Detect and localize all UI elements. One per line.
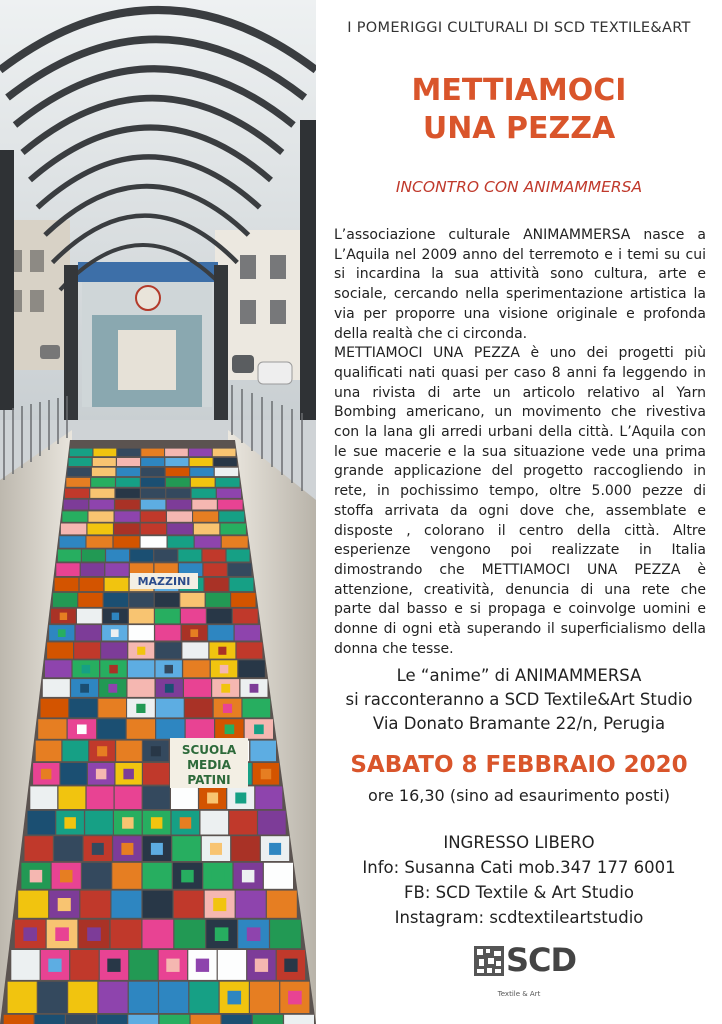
knitted-patch [228,563,251,576]
knitted-patch [191,478,215,487]
patch-motif [221,684,230,693]
knitted-patch [141,458,164,466]
patch-motif [151,843,163,855]
patch-motif [112,613,119,620]
knitted-patch [129,950,157,980]
knitted-patch [194,524,219,535]
patch-motif [96,769,107,780]
knitted-patch [143,891,173,918]
knitted-patch [43,679,70,697]
patch-motif [108,684,117,693]
knitted-patch [129,982,158,1013]
patch-motif [137,647,145,655]
knitted-patch [190,468,213,476]
patch-motif [121,843,133,855]
knitted-patch [18,891,48,918]
knitted-patch [155,625,180,640]
knitted-patch [219,511,244,521]
knitted-patch [216,478,240,487]
knitted-patch [178,550,201,562]
patch-motif [92,843,104,855]
patch-motif [97,746,107,756]
knitted-patch [69,699,97,718]
knitted-patch [77,609,102,624]
knitted-patch [243,699,271,718]
knitted-patch [54,836,82,861]
knitted-patch [114,524,139,535]
knitted-patch [38,982,67,1013]
logo-wordmark: SCD [506,941,577,979]
knitted-patch [128,660,154,677]
event-title-line2: UNA PEZZA [422,111,616,146]
knitted-patch [116,478,140,487]
knitted-patch [80,891,110,918]
knitted-patch [250,982,279,1013]
knitted-patch [60,536,86,548]
description-paragraph-1: L’associazione culturale ANIMAMMERSA nasce a L’Aquila nel 2009 anno del terremoto e i temi su cui si incardina la sua attività sono cultura, arte e sociale, cercando nella sperimentazione artistica la via per proporre una visione originale e profonda della realtà che ci circonda. [334,227,706,342]
patch-motif [82,665,91,674]
knitted-patch [166,489,190,498]
flyer-text-column [316,0,722,1024]
knitted-patch [115,786,142,809]
scd-logo [474,941,577,1004]
knitted-patch [203,550,226,562]
knitted-patch [87,786,114,809]
patch-motif [215,927,229,941]
stair-label-scuola: SCUOLA [181,743,237,757]
knitted-patch [215,468,238,476]
knitted-patch [141,511,166,521]
patch-motif [190,629,198,637]
knitted-patch [167,500,192,510]
knitted-patch [229,811,257,835]
knitted-patch [116,741,142,762]
knitted-patch [38,719,66,739]
event-title [316,72,722,148]
patch-motif [151,746,161,756]
knitted-patch [236,891,266,918]
patch-motif [55,927,69,941]
knitted-patch [156,719,184,739]
knitted-patch [82,863,111,889]
patch-motif [247,927,261,941]
knitted-patch [154,550,177,562]
knitted-patch [143,920,174,949]
free-entry: INGRESSO LIBERO [443,833,595,852]
knitted-patch [36,741,62,762]
patch-motif [165,665,174,674]
patch-motif [80,684,89,693]
patch-motif [196,959,209,972]
patch-motif [242,870,255,883]
patch-motif [288,991,302,1005]
knitted-patch [141,536,167,548]
knitted-patch [191,1015,221,1024]
knitted-patch [116,489,140,498]
patch-motif [107,959,120,972]
knitted-patch [78,593,102,607]
staircase-yarn-bombing-illustration [0,0,316,1024]
knitted-patch [192,500,217,510]
knitted-patch [94,449,117,457]
knitted-patch [127,719,155,739]
patch-motif [220,665,229,674]
patch-motif [166,959,179,972]
knitted-patch [270,920,301,949]
knitted-patch [101,642,127,658]
knitted-patch [174,891,204,918]
knitted-patch [189,982,218,1013]
venue-address: Via Donato Bramante 22/n, Perugia [372,714,666,733]
knitted-patch [114,536,140,548]
knitted-patch [231,836,259,861]
venue-line-1: Le “anime” di ANIMAMMERSA [396,666,642,685]
knitted-patch [267,891,297,918]
knitted-patch [62,511,87,521]
facebook-info: FB: SCD Textile & Art Studio [404,883,634,902]
event-time: ore 16,30 (sino ad esaurimento posti) [367,786,671,805]
logo-tagline: Textile & Art [497,990,541,998]
patch-motif [165,684,174,693]
knitted-patch [70,950,98,980]
knitted-patch [67,468,90,476]
event-title-line1: METTIAMOCI [411,73,627,108]
knitted-patch [160,1015,190,1024]
patch-motif [212,870,225,883]
knitted-patch [63,741,89,762]
knitted-patch [76,625,101,640]
knitted-patch [185,699,213,718]
knitted-patch [59,786,86,809]
knitted-patch [91,478,115,487]
knitted-patch [206,593,230,607]
knitted-patch [237,642,263,658]
patch-motif [210,843,222,855]
knitted-patch [186,719,214,739]
knitted-patch [141,468,164,476]
knitted-patch [88,524,113,535]
knitted-patch [66,1015,96,1024]
patch-motif [254,725,264,735]
patch-motif [183,927,197,941]
patch-motif [225,725,235,735]
knitted-patch [69,458,92,466]
knitted-patch [130,550,153,562]
info-block [316,830,722,930]
knitted-patch [258,811,286,835]
knitted-patch [117,468,140,476]
patch-motif [180,817,192,829]
knitted-patch [93,458,116,466]
patch-motif [181,870,194,883]
instagram-info: Instagram: scdtextileartstudio [394,908,644,927]
knitted-patch [141,524,166,535]
knitted-patch [205,578,229,591]
knitted-patch [167,511,192,521]
venue-block [316,664,722,736]
knitted-patch [55,578,79,591]
knitted-patch [204,563,227,576]
event-date: SABATO 8 FEBBRAIO 2020 [350,752,688,778]
knitted-patch [217,489,241,498]
knitted-patch [222,536,248,548]
knitted-patch [106,550,129,562]
knitted-patch [11,950,39,980]
knitted-patch [171,786,198,809]
knitted-patch [166,468,189,476]
knitted-patch [41,699,69,718]
knitted-patch [111,920,142,949]
knitted-patch [98,699,126,718]
knitted-patch [155,642,181,658]
knitted-patch [141,449,164,457]
knitted-patch [227,550,250,562]
patch-motif [23,927,37,941]
patch-motif [263,793,274,804]
knitted-patch [172,836,200,861]
knitted-patch [128,679,155,697]
knitted-patch [112,891,142,918]
knitted-patch [30,786,57,809]
knitted-patch [195,536,221,548]
knitted-patch [235,625,260,640]
knitted-patch [284,1015,314,1024]
knitted-patch [129,593,153,607]
patch-motif [223,704,232,713]
knitted-patch [193,511,218,521]
knitted-patch [192,489,216,498]
knitted-patch [180,593,204,607]
patch-motif [111,629,119,637]
patch-motif [87,927,101,941]
patch-motif [207,793,218,804]
knitted-patch [58,550,81,562]
knitted-patch [128,1015,158,1024]
knitted-patch [25,836,53,861]
patch-motif [235,793,246,804]
patch-motif [218,647,226,655]
patch-motif [136,704,145,713]
knitted-patch [129,625,154,640]
knitted-patch [92,468,115,476]
knitted-patch [141,478,165,487]
description-paragraph-2: METTIAMOCI UNA PEZZA è uno dei progetti più qualificati nati quasi per caso 8 anni fa leggendo in una rivista di arte un articolo relativo al Yarn Bombing americano, un movimento che rivestiva con la lana gli arredi urbani della città. L’Aquila con le sue macerie e la sua situazione vede una prima grande applicazione del progetto raccogliendo in rete, in pochissimo tempo, oltre 5.000 pezze di stoffa arrivata da ogni dove che, assemblate e disposte , colorano il centro della città. Altre esperienze vengono poi realizzate in Italia dimostrando che METTIAMOCI UNA PEZZA è attenzione, creatività, denuncia di una rete che parte dal basso e si propaga e coinvolge uomini e donne di ogni età superando il superficialismo della donna che tesse. [334,345,706,657]
knitted-patch [61,524,86,535]
knitted-patch [117,458,140,466]
patch-motif [64,817,76,829]
patch-motif [58,898,71,911]
knitted-patch [201,811,229,835]
patch-motif [250,684,259,693]
knitted-patch [28,811,56,835]
knitted-patch [213,449,236,457]
patch-motif [109,665,118,674]
knitted-patch [233,609,258,624]
knitted-patch [155,609,180,624]
knitted-patch [4,1015,34,1024]
patch-motif [228,991,242,1005]
patch-motif [225,959,238,972]
patch-motif [255,959,268,972]
knitted-patch [70,449,93,457]
patch-motif [41,769,52,780]
knitted-patch [112,863,141,889]
stair-label-media: MEDIA [187,758,231,772]
knitted-patch [230,578,254,591]
knitted-patch [117,449,140,457]
knitted-patch [53,593,77,607]
knitted-patch [189,449,212,457]
knitted-patch [65,489,89,498]
knitted-patch [45,660,71,677]
knitted-patch [165,458,188,466]
patch-motif [122,817,134,829]
knitted-patch [143,863,172,889]
patch-motif [261,769,272,780]
knitted-patch [35,1015,65,1024]
knitted-patch [56,563,79,576]
patch-motif [123,769,133,780]
knitted-patch [8,982,37,1013]
patch-motif [269,843,281,855]
knitted-patch [182,642,208,658]
knitted-patch [214,458,237,466]
patch-motif [48,959,61,972]
knitted-patch [74,642,100,658]
knitted-patch [143,763,169,785]
knitted-patch [159,982,188,1013]
knitted-patch [115,500,140,510]
patch-motif [30,870,43,883]
knitted-patch [87,536,113,548]
knitted-patch [238,660,264,677]
knitted-patch [97,719,125,739]
knitted-patch [105,578,129,591]
knitted-patch [264,863,293,889]
knitted-patch [80,578,104,591]
knitted-patch [168,536,194,548]
series-heading: I POMERIGGI CULTURALI DI SCD TEXTILE&ART [347,20,691,36]
knitted-patch [61,763,87,785]
knitted-patch [105,563,128,576]
knitted-patch [156,699,184,718]
event-subtitle: INCONTRO CON ANIMAMMERSA [395,178,643,196]
knitted-patch [250,741,276,762]
knitted-patch [165,449,188,457]
knitted-patch [64,500,88,510]
knitted-patch [97,1015,127,1024]
knitted-patch [66,478,90,487]
knitted-patch [90,489,114,498]
knitted-patch [115,511,140,521]
contact-info: Info: Susanna Cati mob.347 177 6001 [362,858,676,877]
knitted-patch [207,609,232,624]
knitted-patch [141,500,166,510]
knitted-patch [89,511,114,521]
knitted-patch [104,593,128,607]
patch-motif [60,613,67,620]
knitted-patch [81,563,104,576]
patch-motif [77,725,87,735]
knitted-patch [222,1015,252,1024]
knitted-patch [47,642,73,658]
patch-motif [213,898,226,911]
knitted-patch [221,524,246,535]
knitted-patch [68,982,97,1013]
logo-pattern-icon [474,946,504,976]
knitted-patch [143,786,170,809]
knitted-patch [253,1015,283,1024]
knitted-patch [183,660,209,677]
knitted-patch [82,550,105,562]
venue-line-2: si racconteranno a SCD Textile&Art Studio [345,690,693,709]
patch-motif [284,959,297,972]
patch-motif [58,629,66,637]
knitted-patch [89,500,114,510]
knitted-patch [99,982,128,1013]
knitted-patch [167,524,192,535]
knitted-patch [181,609,206,624]
patch-motif [151,817,163,829]
hero-photo [0,0,316,1024]
knitted-patch [190,458,213,466]
knitted-patch [141,489,165,498]
patch-motif [60,870,73,883]
knitted-patch [85,811,113,835]
stair-label-mazzini: MAZZINI [137,575,191,588]
knitted-patch [231,593,255,607]
event-description [334,226,706,659]
knitted-patch [129,609,154,624]
stair-label-patini: PATINI [187,773,231,787]
knitted-patch [208,625,233,640]
knitted-patch [166,478,190,487]
knitted-patch [155,593,179,607]
knitted-patch [218,500,243,510]
knitted-patch [184,679,211,697]
